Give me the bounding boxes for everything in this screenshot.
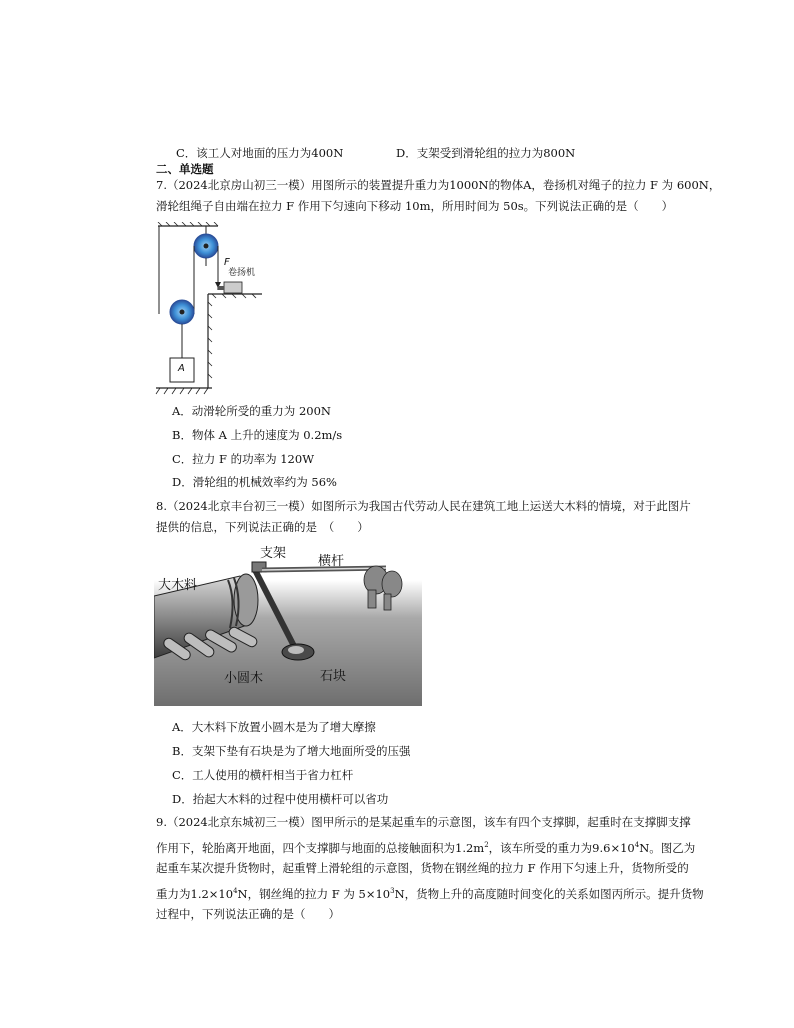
q9-stem-line3: 起重车某次提升货物时，起重臂上滑轮组的示意图，货物在钢丝绳的拉力 F 作用下匀速上升，货物所受的	[156, 861, 689, 875]
q8-option-b: B．支架下垫有石块是为了增大地面所受的压强	[172, 744, 411, 758]
option-d-prev: D．支架受到滑轮组的拉力为800N	[396, 146, 576, 160]
section-heading: 二、单选题	[156, 162, 214, 176]
q8-option-d: D．抬起大木料的过程中使用横杆可以省功	[172, 792, 389, 806]
q9-line4-exp-1: 4	[233, 887, 238, 895]
block-label: A	[178, 363, 185, 374]
q7-option-b: B．物体 A 上升的速度为 0.2m/s	[172, 428, 343, 442]
option-c-prev: C．该工人对地面的压力为400N	[176, 146, 344, 160]
log-label: 大木料	[158, 578, 198, 593]
q9-line4-part-b: N，钢丝绳的拉力 F 为 5×10	[237, 886, 391, 901]
q8-stem-line1: 8.（2024北京丰台初三一模）如图所示为我国古代劳动人民在建筑工地上运送大木料的情境，对于此图片	[156, 499, 691, 513]
q9-line4-part-a: 重力为1.2×10	[156, 886, 234, 901]
q9-line4-part-c: N，货物上升的高度随时间变化的关系如图丙所示。提升货物	[394, 886, 704, 901]
rollers-label: 小圆木	[224, 671, 264, 686]
q7-option-d: D．滑轮组的机械效率约为 56%	[172, 475, 337, 489]
q9-stem-line2	[156, 838, 695, 856]
q8-option-a: A．大木料下放置小圆木是为了增大摩擦	[172, 720, 376, 734]
q7-stem-line1: 7.（2024北京房山初三一模）用图所示的装置提升重力为1000N的物体A，卷扬机对绳子的拉力 F 为 600N，	[156, 178, 721, 192]
q9-line4-exp-2: 3	[390, 887, 395, 895]
q7-pulley-figure	[152, 222, 272, 398]
q9-stem-line4	[156, 884, 704, 902]
crossbar-label: 横杆	[318, 554, 345, 569]
q8-lever-figure	[154, 540, 422, 706]
q9-line2-exp-2: 4	[634, 841, 640, 849]
q8-stem-line2: 提供的信息，下列说法正确的是 （ ）	[156, 520, 369, 534]
q7-stem-line2: 滑轮组绳子自由端在拉力 F 作用下匀速向下移动 10m，所用时间为 50s。下列说法正确的是（ ）	[156, 199, 674, 213]
q7-option-a: A．动滑轮所受的重力为 200N	[172, 404, 331, 418]
q7-option-c: C．拉力 F 的功率为 120W	[172, 452, 315, 466]
q8-option-c: C．工人使用的横杆相当于省力杠杆	[172, 768, 354, 782]
q9-stem-line5: 过程中，下列说法正确的是（ ）	[156, 907, 340, 921]
force-label: F	[224, 257, 230, 268]
stone-label: 石块	[320, 669, 347, 684]
winch-label: 卷扬机	[228, 268, 256, 278]
q9-line2-part-c: N。图乙为	[639, 840, 696, 855]
q9-stem-line1: 9.（2024北京东城初三一模）图甲所示的是某起重车的示意图，该车有四个支撑脚，起重时在支撑脚支撑	[156, 815, 691, 829]
q9-line2-part-a: 作用下，轮胎离开地面，四个支撑脚与地面的总接触面积为1.2m	[156, 840, 485, 855]
q9-line2-part-b: ，该车所受的重力为9.6×10	[488, 840, 635, 855]
q9-line2-exp-1: 2	[484, 841, 489, 849]
support-label: 支架	[260, 546, 287, 561]
